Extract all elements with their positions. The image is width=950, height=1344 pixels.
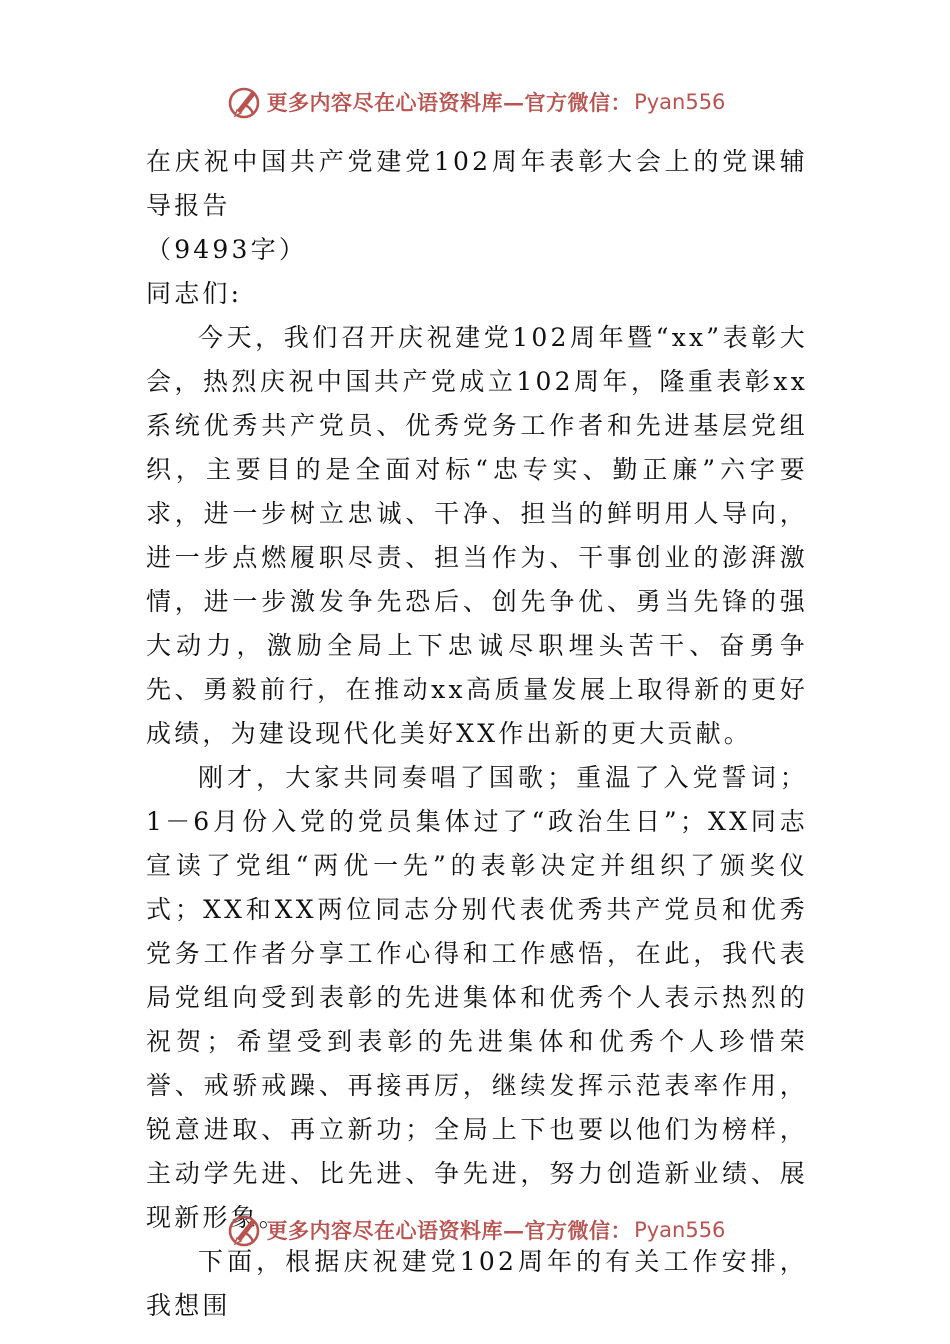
salutation: 同志们: bbox=[146, 279, 243, 308]
watermark-text: 更多内容尽在心语资料库—官方微信： bbox=[266, 1218, 633, 1243]
watermark-footer bbox=[0, 1210, 950, 1250]
pen-seal-icon bbox=[225, 82, 265, 122]
watermark-text: 更多内容尽在心语资料库—官方微信： bbox=[266, 90, 633, 115]
word-count: （9493字） bbox=[146, 235, 308, 264]
document-body bbox=[146, 140, 808, 1328]
watermark-account: Pyan556 bbox=[634, 90, 726, 114]
document-title: 在庆祝中国共产党建党102周年表彰大会上的党课辅导报告 bbox=[146, 147, 808, 220]
paragraph-3: 下面，根据庆祝建党102周年的有关工作安排，我想围 bbox=[146, 1247, 808, 1320]
watermark-header bbox=[0, 82, 950, 122]
paragraph-1: 今天，我们召开庆祝建党102周年暨“xx”表彰大会，热烈庆祝中国共产党成立102周年，隆重表彰xx系统优秀共产党员、优秀党务工作者和先进基层党组织，主要目的是全面对标“忠专实、勤正廉”六字要求，进一步树立忠诚、干净、担当的鲜明用人导向，进一步点燃履职尽责、担当作为、干事创业的澎湃激情，进一步激发争先恐后、创先争优、勇当先锋的强大动力，激励全局上下忠诚尽职埋头苦干、奋勇争先、勇毅前行，在推动xx高质量发展上取得新的更好成绩，为建设现代化美好XX作出新的更大贡献。 bbox=[146, 323, 808, 748]
paragraph-2: 刚才，大家共同奏唱了国歌；重温了入党誓词；1－6月份入党的党员集体过了“政治生日”；XX同志宣读了党组“两优一先”的表彰决定并组织了颁奖仪式；XX和XX两位同志分别代表优秀共产党员和优秀党务工作者分享工作心得和工作感悟，在此，我代表局党组向受到表彰的先进集体和优秀个人表示热烈的祝贺；希望受到表彰的先进集体和优秀个人珍惜荣誉、戒骄戒躁、再接再厉，继续发挥示范表率作用，锐意进取、再立新功；全局上下也要以他们为榜样，主动学先进、比先进、争先进，努力创造新业绩、展现新形象。 bbox=[146, 763, 808, 1232]
pen-seal-icon bbox=[225, 1210, 265, 1250]
watermark-account: Pyan556 bbox=[634, 1218, 726, 1242]
